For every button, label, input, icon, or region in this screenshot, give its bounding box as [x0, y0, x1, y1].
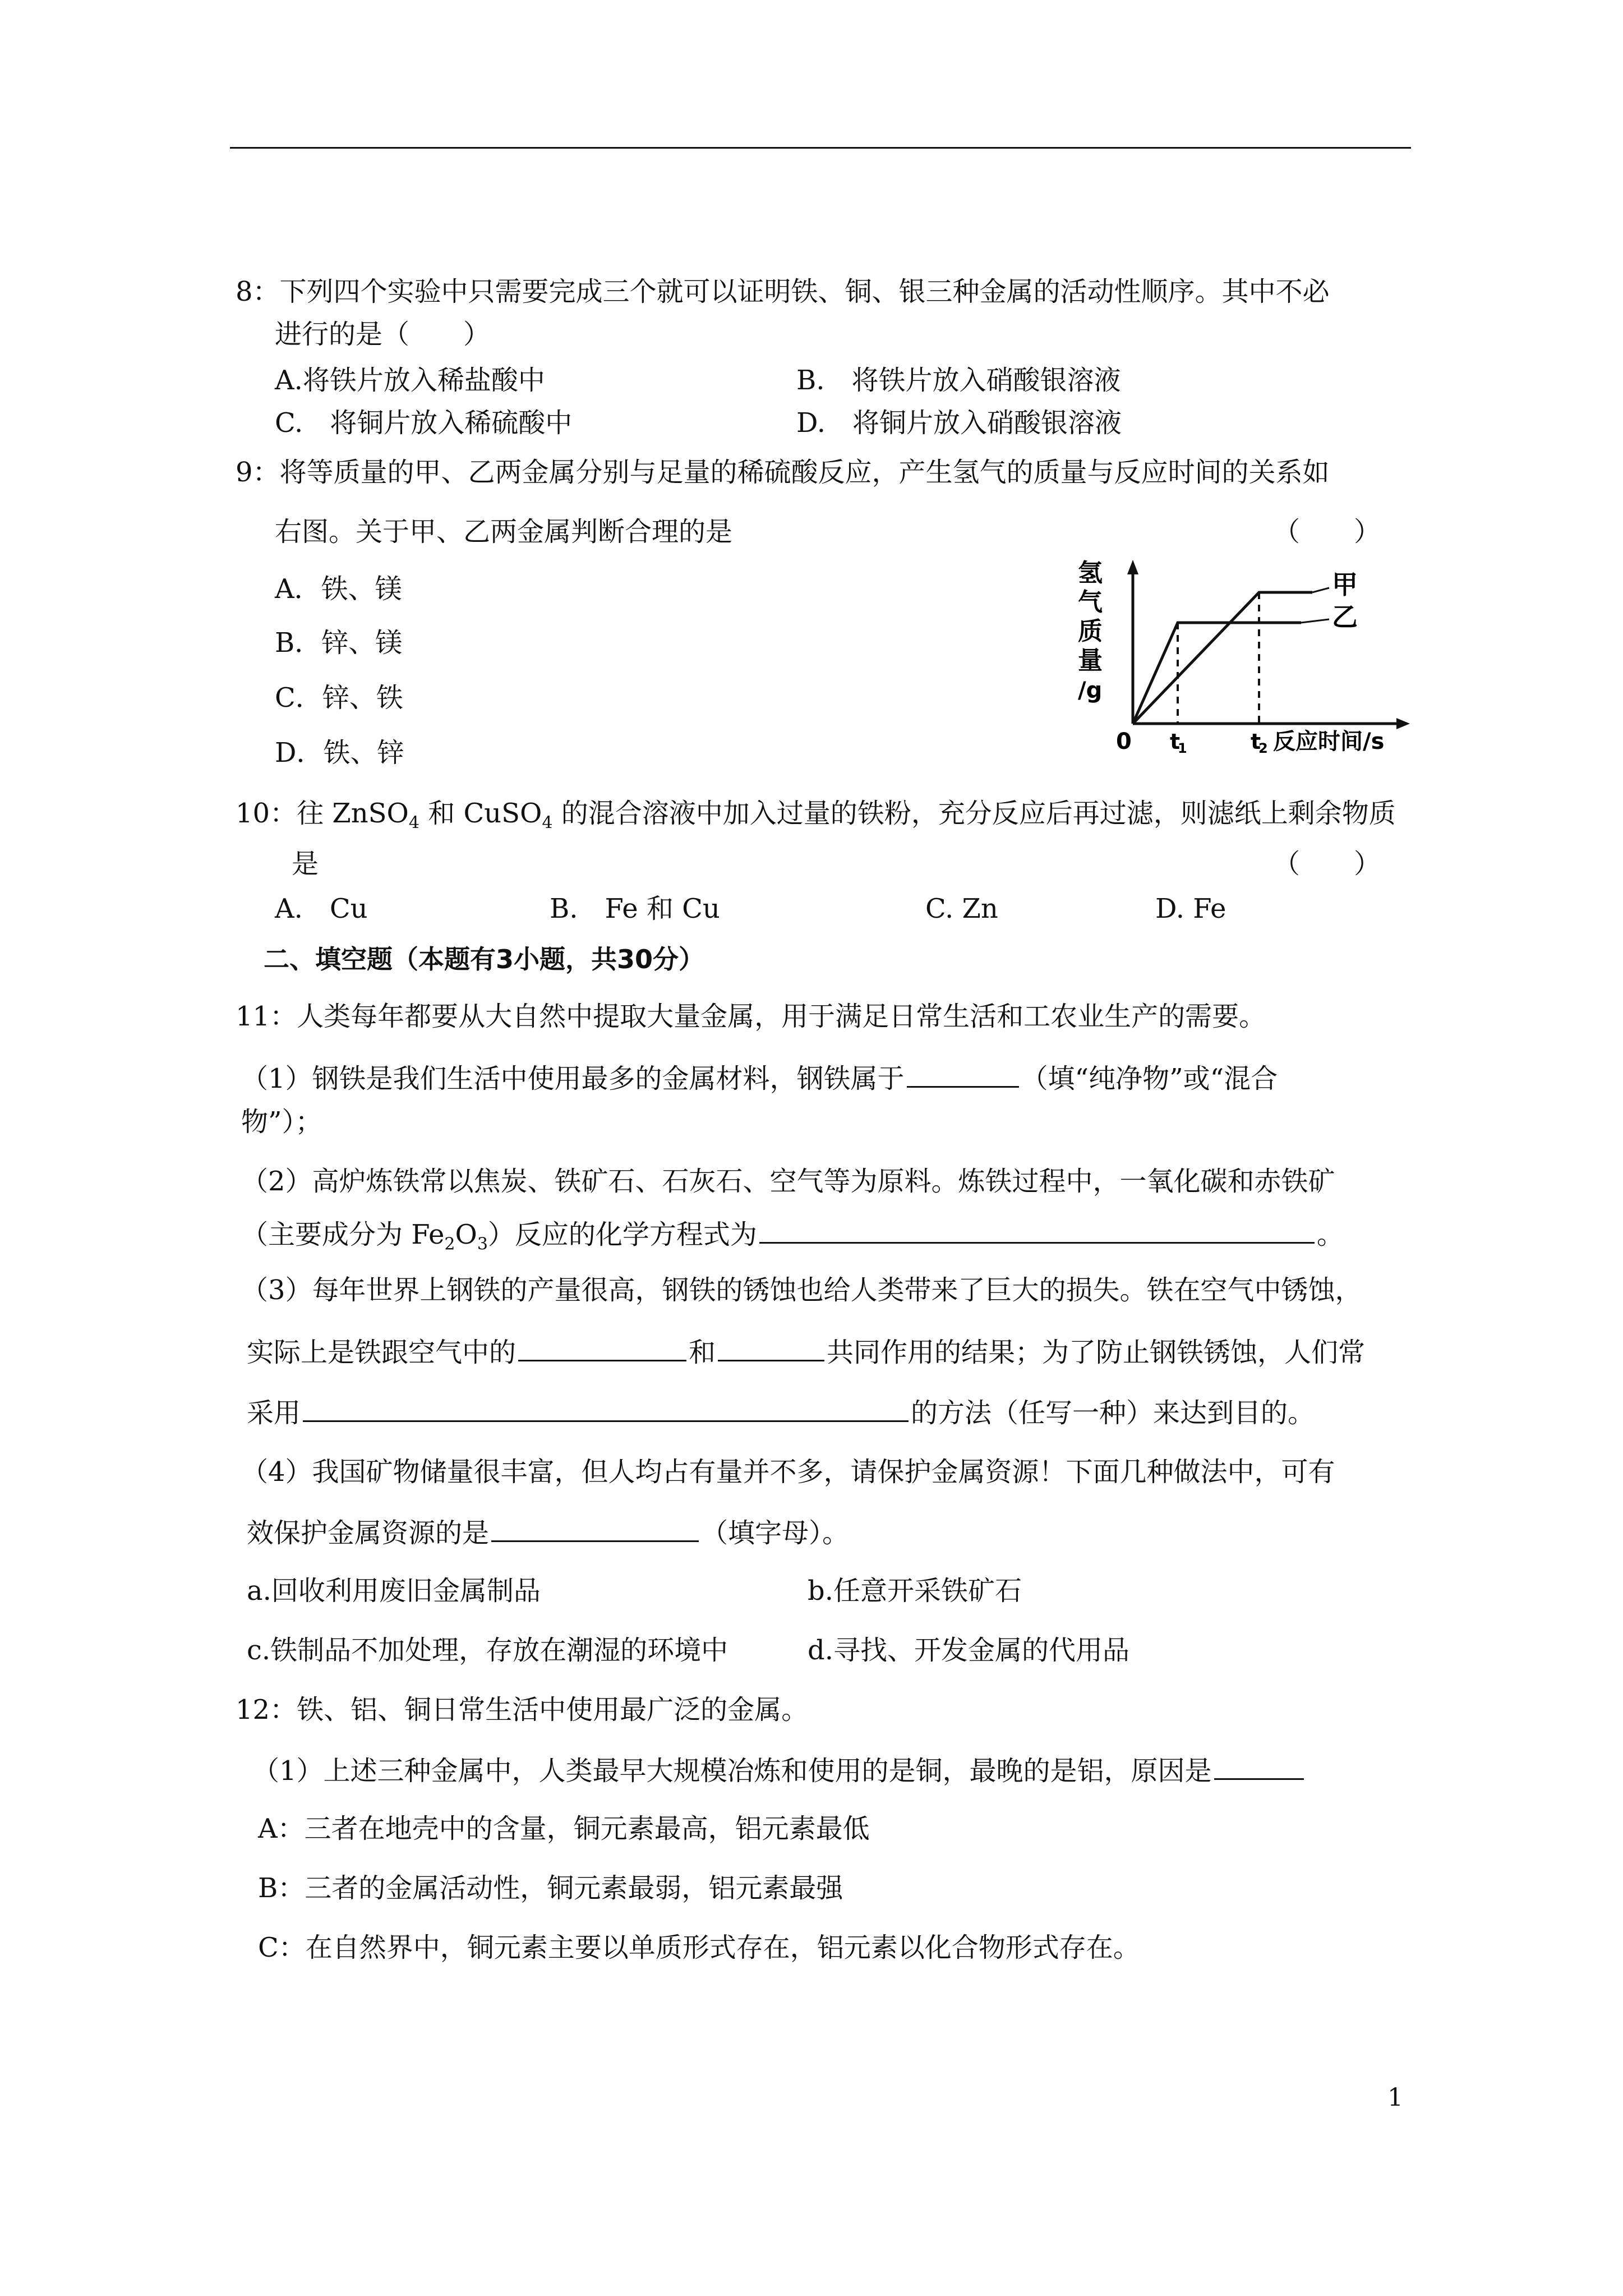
q10-text-b: 和 CuSO — [419, 798, 542, 829]
q12-line1: 12：铁、铝、铜日常生活中使用最广泛的金属。 — [236, 1694, 809, 1726]
q8-option-a: A.将铁片放入稀盐酸中 — [275, 365, 545, 396]
q10-sub2: 4 — [542, 813, 553, 833]
q12-option-b: B：三者的金属活动性，铜元素最弱，铝元素最强 — [258, 1872, 843, 1904]
q11-p1-blank[interactable] — [907, 1060, 1019, 1088]
q11-p1-text2: （填“纯净物”或“混合 — [1021, 1063, 1278, 1094]
graph-x-label: 反应时间/s — [1273, 729, 1385, 754]
graph-t1-label: t — [1170, 729, 1181, 754]
q11-p3-text2: 共同作用的结果；为了防止钢铁锈蚀，人们常 — [827, 1337, 1366, 1368]
q11-option-d: d.寻找、开发金属的代用品 — [808, 1635, 1129, 1666]
q10-text-a: 10：往 ZnSO — [236, 798, 409, 829]
q11-p3-text4: 的方法（任写一种）来达到目的。 — [911, 1397, 1315, 1429]
q9-option-b: B．锌、镁 — [275, 627, 403, 659]
q11-p3-blank2[interactable] — [718, 1334, 824, 1361]
graph-yi-leader — [1301, 619, 1329, 623]
q11-p4-text2: （填字母）。 — [701, 1517, 850, 1549]
q9-option-c: C．锌、铁 — [275, 682, 403, 714]
graph-ylabel-char: 量 — [1078, 646, 1103, 675]
q11-p3-blank3[interactable] — [303, 1395, 909, 1422]
graph-t2-sub: 2 — [1258, 740, 1268, 756]
graph-ylabel-unit: /g — [1078, 678, 1103, 703]
q11-p3-blank1[interactable] — [518, 1334, 686, 1361]
q11-p3-text: 实际上是铁跟空气中的 — [247, 1337, 517, 1368]
q12-option-c: C：在自然界中，铜元素主要以单质形式存在，铝元素以化合物形式存在。 — [258, 1932, 1140, 1963]
q11-option-b: b.任意开采铁矿石 — [808, 1575, 1022, 1607]
q11-option-c: c.铁制品不加处理，存放在潮湿的环境中 — [247, 1635, 728, 1666]
q8-line1: 8：下列四个实验中只需要完成三个就可以证明铁、铜、银三种金属的活动性顺序。其中不必 — [236, 276, 1330, 307]
graph-series-label-yi: 乙 — [1332, 602, 1358, 632]
header-rule — [230, 147, 1411, 149]
q10-option-d: D. Fe — [1155, 893, 1227, 924]
q11-p2-sub2: 3 — [477, 1234, 488, 1254]
q9-answer-paren: （ ） — [1273, 516, 1381, 547]
q11-p3-and: 和 — [689, 1337, 716, 1368]
graph-origin-label: 0 — [1116, 729, 1132, 754]
graph-ylabel-char: 氢 — [1078, 559, 1103, 587]
graph-series-label-jia: 甲 — [1332, 569, 1358, 600]
q11-part4-line2 — [247, 1515, 849, 1550]
q9-option-a: A．铁、镁 — [275, 573, 402, 605]
q10-line1 — [236, 797, 1396, 840]
q11-p2-blank[interactable] — [759, 1216, 1315, 1244]
q12-p1-blank[interactable] — [1214, 1752, 1304, 1780]
q11-p4-blank[interactable] — [491, 1515, 699, 1542]
q11-option-a: a.回收利用废旧金属制品 — [247, 1575, 541, 1607]
q11-p2-end: 。 — [1316, 1219, 1344, 1250]
graph-t2-label: t — [1251, 729, 1261, 754]
q12-p1-text: （1）上述三种金属中，人类最早大规模冶炼和使用的是铜，最晚的是铝，原因是 — [252, 1755, 1212, 1787]
graph-x-arrow — [1396, 718, 1410, 729]
q11-p2-text: （主要成分为 Fe — [241, 1219, 445, 1250]
q11-p4-text: 效保护金属资源的是 — [247, 1517, 490, 1549]
q8-option-b: B. 将铁片放入硝酸银溶液 — [796, 365, 1121, 396]
q11-p2-sub1: 2 — [444, 1234, 455, 1254]
q11-part3-line3 — [247, 1395, 1315, 1430]
q11-part2-line2 — [241, 1216, 1344, 1262]
q10-answer-paren: （ ） — [1273, 848, 1381, 880]
graph-t1-sub: 1 — [1178, 740, 1187, 756]
q9-option-d: D．铁、锌 — [275, 737, 404, 769]
q11-p3-text3: 采用 — [247, 1397, 301, 1429]
q10-option-c: C. Zn — [925, 893, 998, 924]
graph-y-arrow — [1127, 560, 1138, 574]
q11-p2-text2: ）反应的化学方程式为 — [487, 1219, 757, 1250]
q11-line1: 11：人类每年都要从大自然中提取大量金属，用于满足日常生活和工农业生产的需要。 — [236, 1001, 1266, 1032]
q11-part1-line2: 物”）； — [241, 1106, 322, 1138]
q11-part4-line1: （4）我国矿物储量很丰富，但人均占有量并不多，请保护金属资源！下面几种做法中，可有 — [241, 1456, 1335, 1488]
q12-part1 — [252, 1752, 1306, 1788]
q11-part3-line2 — [247, 1334, 1365, 1369]
q8-option-c: C. 将铜片放入稀硫酸中 — [275, 407, 573, 439]
q11-part1-line1 — [241, 1060, 1278, 1096]
graph-ylabel-char: 质 — [1078, 617, 1103, 646]
q11-part2-line1: （2）高炉炼铁常以焦炭、铁矿石、石灰石、空气等为原料。炼铁过程中，一氧化碳和赤铁矿 — [241, 1166, 1335, 1197]
q10-sub1: 4 — [408, 813, 419, 833]
q11-part3-line1: （3）每年世界上钢铁的产量很高，钢铁的锈蚀也给人类带来了巨大的损失。铁在空气中锈蚀， — [241, 1274, 1362, 1306]
hydrogen-mass-graph — [1066, 555, 1413, 757]
section-title: 二、填空题（本题有3小题，共30分） — [264, 944, 705, 974]
q8-line2: 进行的是（ ） — [275, 319, 491, 350]
q9-line2: 右图。关于甲、乙两金属判断合理的是 — [275, 516, 733, 547]
q11-p1-text: （1）钢铁是我们生活中使用最多的金属材料，钢铁属于 — [241, 1063, 905, 1094]
graph-jia-leader — [1312, 588, 1329, 592]
q12-option-a: A：三者在地壳中的含量，铜元素最高，铝元素最低 — [258, 1813, 870, 1844]
q10-option-b: B. Fe 和 Cu — [550, 893, 720, 924]
page-number: 1 — [1387, 2083, 1403, 2112]
graph-ylabel-char: 气 — [1078, 588, 1103, 616]
q11-p2-o: O — [455, 1219, 477, 1250]
q8-option-d: D. 将铜片放入硝酸银溶液 — [796, 407, 1122, 439]
q9-line1: 9：将等质量的甲、乙两金属分别与足量的稀硫酸反应，产生氢气的质量与反应时间的关系如 — [236, 457, 1330, 488]
q10-option-a: A. Cu — [275, 893, 368, 924]
q10-line2: 是 — [292, 848, 319, 880]
q10-text-c: 的混合溶液中加入过量的铁粉，充分反应后再过滤，则滤纸上剩余物质 — [552, 798, 1396, 829]
graph-series-jia — [1133, 592, 1312, 724]
